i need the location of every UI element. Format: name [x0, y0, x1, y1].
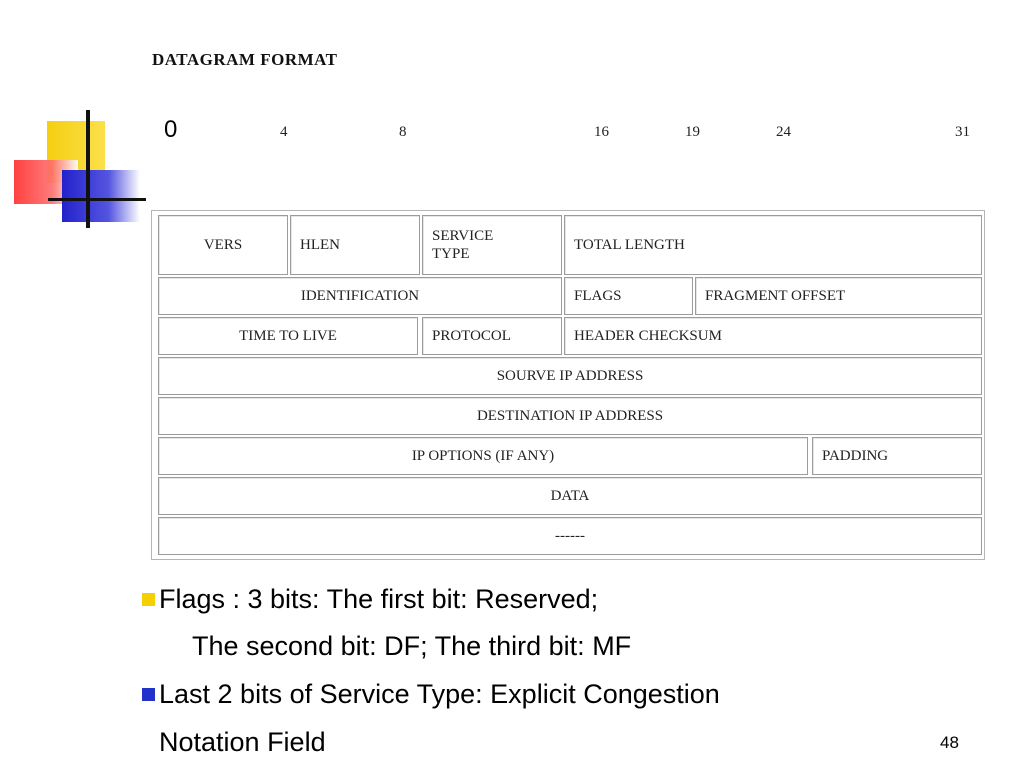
bit-label-4: 4	[280, 124, 288, 140]
decor-vertical-line	[86, 110, 90, 228]
bit-label-19: 19	[685, 124, 700, 140]
field-identification: IDENTIFICATION	[158, 277, 562, 315]
field-destination-ip-address: DESTINATION IP ADDRESS	[158, 397, 982, 435]
bullet-service-type-continued: Notation Field	[159, 727, 326, 757]
field-continuation: ------	[158, 517, 982, 555]
bit-label-0: 0	[164, 116, 178, 143]
field-header-checksum: HEADER CHECKSUM	[564, 317, 982, 355]
field-fragment-offset: FRAGMENT OFFSET	[695, 277, 982, 315]
field-vers: VERS	[158, 215, 288, 275]
bit-label-31: 31	[955, 124, 970, 140]
decor-blue-square	[62, 170, 140, 222]
bit-label-8: 8	[399, 124, 407, 140]
field-padding: PADDING	[812, 437, 982, 475]
field-data: DATA	[158, 477, 982, 515]
field-ip-options: IP OPTIONS (IF ANY)	[158, 437, 808, 475]
field-service-type: SERVICE TYPE	[422, 215, 562, 275]
field-hlen: HLEN	[290, 215, 420, 275]
page-number: 48	[940, 733, 959, 752]
field-total-length: TOTAL LENGTH	[564, 215, 982, 275]
bit-label-16: 16	[594, 124, 609, 140]
yellow-bullet-icon	[142, 593, 155, 606]
field-flags: FLAGS	[564, 277, 693, 315]
blue-bullet-icon	[142, 688, 155, 701]
decor-horizontal-line	[48, 198, 146, 201]
bit-label-24: 24	[776, 124, 791, 140]
bullet-service-type: Last 2 bits of Service Type: Explicit Congestion	[142, 679, 720, 710]
field-source-ip-address: SOURVE IP ADDRESS	[158, 357, 982, 395]
bullet-flags-continued: The second bit: DF; The third bit: MF	[192, 631, 632, 661]
field-protocol: PROTOCOL	[422, 317, 562, 355]
slide-title: DATAGRAM FORMAT	[152, 50, 338, 69]
datagram-table	[151, 210, 985, 560]
bullet-flags: Flags : 3 bits: The first bit: Reserved;	[142, 584, 598, 615]
field-time-to-live: TIME TO LIVE	[158, 317, 418, 355]
